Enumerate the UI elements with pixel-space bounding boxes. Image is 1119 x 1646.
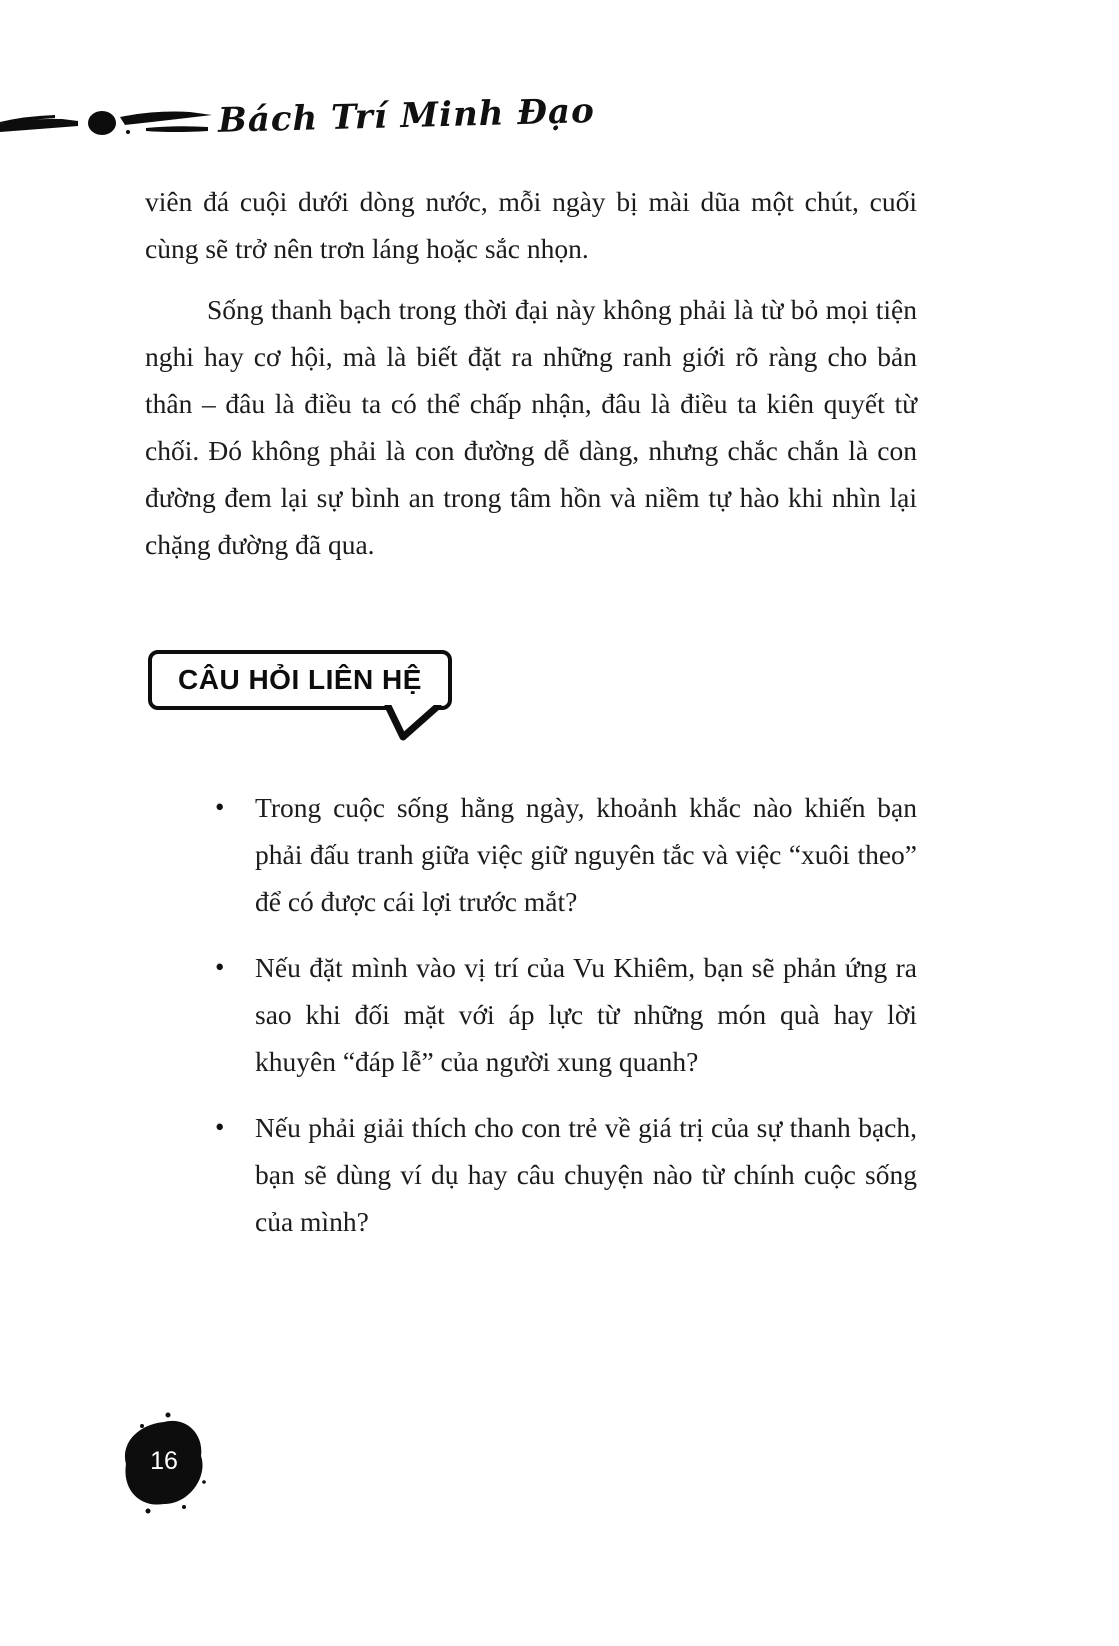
bullet-icon: • — [215, 1112, 225, 1142]
callout — [145, 650, 917, 710]
body-text — [145, 178, 917, 1264]
bullet-icon: • — [215, 952, 225, 982]
book-title: Bách Trí Minh Đạo — [217, 91, 596, 141]
question-text: Nếu đặt mình vào vị trí của Vu Khiêm, bạn sẽ phản ứng ra sao khi đối mặt với áp lực từ những món quà hay lời khuyên “đáp lễ” của người xung quanh? — [255, 952, 917, 1077]
page-number-blob — [118, 1412, 210, 1516]
question-item — [215, 784, 917, 925]
page-number: 16 — [150, 1446, 178, 1475]
brush-stroke-icon — [0, 102, 212, 151]
question-text: Trong cuộc sống hằng ngày, khoảnh khắc nào khiến bạn phải đấu tranh giữa việc giữ nguyên tắc và việc “xuôi theo” để có được cái lợi trước mắt? — [255, 792, 917, 917]
question-list — [215, 784, 917, 1245]
callout-label: CÂU HỎI LIÊN HỆ — [178, 664, 422, 695]
page-header — [0, 91, 1119, 152]
question-item — [215, 944, 917, 1085]
callout-box — [148, 650, 452, 710]
paragraph: Sống thanh bạch trong thời đại này không phải là từ bỏ mọi tiện nghi hay cơ hội, mà là biết đặt ra những ranh giới rõ ràng cho bản thân – đâu là điều ta có thể chấp nhận, đâu là điều ta kiên quyết từ chối. Đó không phải là con đường dễ dàng, nhưng chắc chắn là con đường đem lại sự bình an trong tâm hồn và niềm tự hào khi nhìn lại chặng đường đã qua. — [145, 294, 917, 560]
paragraph: viên đá cuội dưới dòng nước, mỗi ngày bị mài dũa một chút, cuối cùng sẽ trở nên trơn láng hoặc sắc nhọn. — [145, 186, 917, 264]
bullet-icon: • — [215, 792, 225, 822]
question-item — [215, 1104, 917, 1245]
speech-bubble-tail-icon — [383, 705, 443, 748]
question-text: Nếu phải giải thích cho con trẻ về giá trị của sự thanh bạch, bạn sẽ dùng ví dụ hay câu chuyện nào từ chính cuộc sống của mình? — [255, 1112, 917, 1237]
